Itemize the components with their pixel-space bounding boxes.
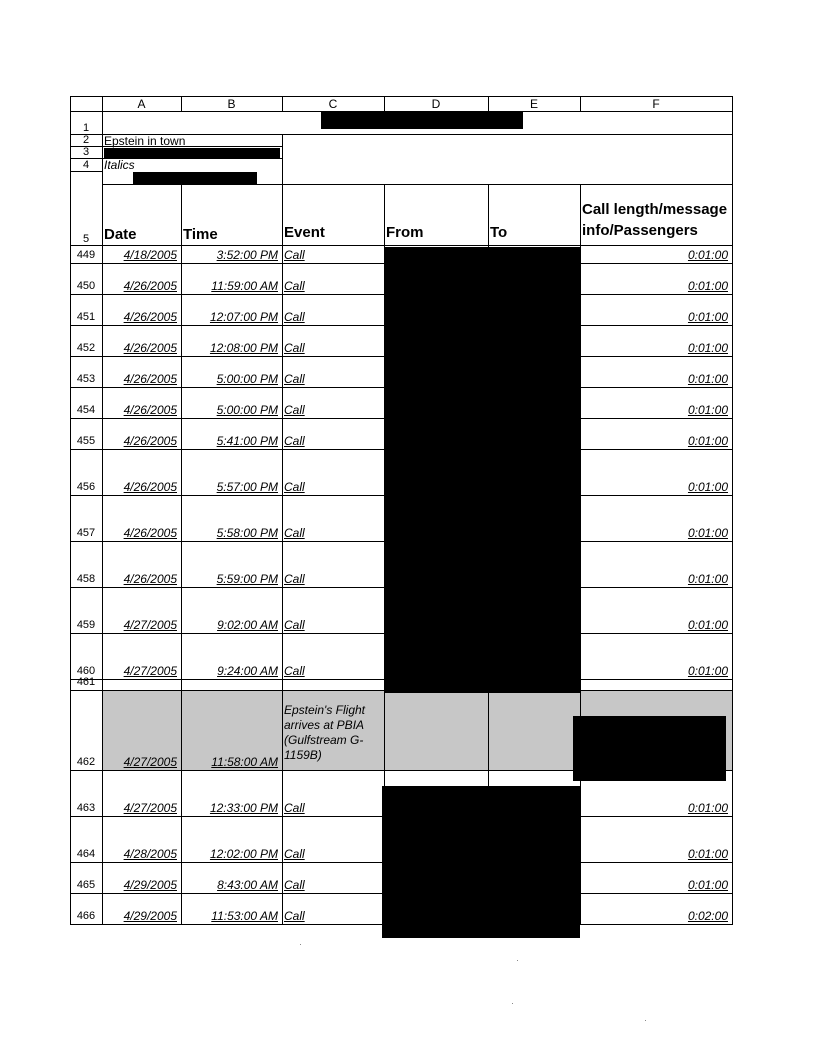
- row-number-line: [70, 816, 103, 817]
- cell-divider: [282, 633, 283, 680]
- col-header-divider: [282, 184, 283, 246]
- time-cell: 11:58:00 AM: [211, 755, 278, 769]
- header-call-length-line1: Call length/message: [582, 201, 728, 218]
- call-length-cell: 0:01:00: [687, 572, 728, 586]
- call-length-cell: 0:01:00: [687, 434, 728, 448]
- time-cell: 9:02:00 AM: [217, 618, 278, 632]
- time-cell: 5:00:00 PM: [216, 403, 278, 417]
- call-length-cell: 0:01:00: [687, 310, 728, 324]
- cell-divider: [282, 541, 283, 588]
- call-length-cell: 0:01:00: [687, 847, 728, 861]
- row-number: 456: [76, 481, 96, 493]
- col-header-divider: [580, 184, 581, 246]
- date-cell: 4/26/2005: [123, 434, 177, 448]
- row-number: 461: [76, 676, 96, 688]
- column-letter-b: B: [227, 97, 236, 111]
- legend-epstein-in-town: Epstein in town: [104, 134, 186, 148]
- header-date: Date: [104, 226, 137, 243]
- event-cell: Call: [284, 572, 305, 586]
- date-cell: 4/26/2005: [123, 279, 177, 293]
- date-cell: 4/26/2005: [123, 480, 177, 494]
- column-letter-a: A: [137, 97, 146, 111]
- scan-speck: [512, 1003, 513, 1004]
- header-to: To: [490, 224, 508, 241]
- column-header-divider: [181, 96, 182, 112]
- call-length-cell: 0:01:00: [687, 878, 728, 892]
- time-cell: 5:00:00 PM: [216, 372, 278, 386]
- time-cell: 12:33:00 PM: [209, 801, 278, 815]
- time-cell: 3:52:00 PM: [216, 248, 278, 262]
- row-number-line: [70, 387, 103, 388]
- event-cell: Call: [284, 248, 305, 262]
- row-number: 5: [82, 233, 90, 245]
- redaction-legend-row-3: [104, 148, 280, 158]
- time-cell: 5:41:00 PM: [216, 434, 278, 448]
- row-number: 466: [76, 910, 96, 922]
- call-length-cell: 0:01:00: [687, 526, 728, 540]
- grid-right-border: [732, 96, 733, 925]
- cell-divider: [282, 495, 283, 542]
- cell-divider: [282, 245, 283, 264]
- legend-italics: Italics: [104, 158, 135, 172]
- row-number: 2: [82, 134, 90, 146]
- redaction-passengers: [573, 716, 726, 781]
- grid-top-border: [70, 96, 733, 97]
- time-cell: 8:43:00 AM: [217, 878, 278, 892]
- event-cell: Call: [284, 526, 305, 540]
- date-cell: 4/26/2005: [123, 572, 177, 586]
- row-number-line: [70, 862, 103, 863]
- column-letter-c: C: [328, 97, 338, 111]
- row-number: 465: [76, 879, 96, 891]
- event-cell: Call: [284, 480, 305, 494]
- time-cell: 5:57:00 PM: [216, 480, 278, 494]
- redaction-legend-row-4: [133, 172, 257, 184]
- call-length-cell: 0:01:00: [687, 403, 728, 417]
- row-number: 450: [76, 280, 96, 292]
- flight-event-line: arrives at PBIA: [284, 718, 365, 732]
- grid-left-border: [70, 96, 71, 925]
- cell-divider: [282, 587, 283, 634]
- cell-divider: [282, 263, 283, 295]
- event-cell: Call: [284, 664, 305, 678]
- header-event: Event: [284, 224, 325, 241]
- column-letter-e: E: [529, 97, 538, 111]
- row-number: 457: [76, 527, 96, 539]
- row-number-line: [70, 770, 103, 771]
- row-number-divider: [102, 96, 103, 925]
- column-letter-f: F: [652, 97, 660, 111]
- cell-divider: [282, 418, 283, 450]
- column-header-divider: [580, 96, 581, 112]
- row-2-4-divider: [282, 134, 283, 185]
- event-cell: Call: [284, 341, 305, 355]
- scan-speck: [300, 944, 301, 945]
- event-cell: Call: [284, 372, 305, 386]
- row-4-bottom: [70, 171, 103, 172]
- cell-divider: [282, 294, 283, 326]
- row-number-line: [70, 449, 103, 450]
- cell-divider: [282, 690, 283, 771]
- col-header-row-bottom: [102, 245, 733, 246]
- row-number: 459: [76, 619, 96, 631]
- date-cell: 4/27/2005: [123, 618, 177, 632]
- header-time: Time: [183, 226, 218, 243]
- spreadsheet: [70, 96, 733, 940]
- time-cell: 5:58:00 PM: [216, 526, 278, 540]
- time-cell: 9:24:00 AM: [217, 664, 278, 678]
- scan-speck: [645, 1020, 646, 1021]
- time-cell: 12:02:00 PM: [209, 847, 278, 861]
- row-number: 454: [76, 404, 96, 416]
- call-length-cell: 0:01:00: [687, 279, 728, 293]
- call-length-cell: 0:01:00: [687, 801, 728, 815]
- date-cell: 4/26/2005: [123, 341, 177, 355]
- row-number-line: [70, 418, 103, 419]
- row-number-line: [70, 541, 103, 542]
- event-cell: Call: [284, 434, 305, 448]
- col-header-divider: [488, 184, 489, 246]
- call-length-cell: 0:01:00: [687, 248, 728, 262]
- col-header-divider: [384, 184, 385, 246]
- call-length-cell: 0:01:00: [687, 372, 728, 386]
- date-cell: 4/29/2005: [123, 878, 177, 892]
- row-number: 463: [76, 802, 96, 814]
- row-number-line: [70, 294, 103, 295]
- event-cell: Call: [284, 878, 305, 892]
- date-cell: 4/27/2005: [123, 801, 177, 815]
- column-header-divider: [488, 96, 489, 112]
- row-number: 1: [82, 122, 90, 134]
- date-cell: 4/26/2005: [123, 526, 177, 540]
- row-number: 462: [76, 756, 96, 768]
- event-cell: Call: [284, 618, 305, 632]
- row-number: 453: [76, 373, 96, 385]
- row-number: 458: [76, 573, 96, 585]
- header-block-bottom: [102, 184, 733, 185]
- cell-divider: [282, 770, 283, 817]
- time-cell: 11:59:00 AM: [211, 279, 278, 293]
- call-length-cell: 0:01:00: [687, 341, 728, 355]
- row-number: 452: [76, 342, 96, 354]
- time-cell: 5:59:00 PM: [216, 572, 278, 586]
- cell-divider: [282, 387, 283, 419]
- date-cell: 4/26/2005: [123, 403, 177, 417]
- row-number-line: [70, 633, 103, 634]
- row-number: 460: [76, 665, 96, 677]
- cell-divider: [282, 449, 283, 496]
- time-cell: 11:53:00 AM: [211, 909, 278, 923]
- date-cell: 4/26/2005: [123, 310, 177, 324]
- event-cell: Call: [284, 310, 305, 324]
- cell-divider: [282, 325, 283, 357]
- row-number: 464: [76, 848, 96, 860]
- event-cell: Call: [284, 801, 305, 815]
- date-cell: 4/27/2005: [123, 664, 177, 678]
- redaction-from-to-block-2: [382, 786, 580, 938]
- row-number-line: [70, 893, 103, 894]
- time-cell: 12:08:00 PM: [209, 341, 278, 355]
- time-cell: 12:07:00 PM: [209, 310, 278, 324]
- row-number-line: [70, 690, 103, 691]
- cell-divider: [282, 356, 283, 388]
- event-cell: Call: [284, 403, 305, 417]
- row-number: 451: [76, 311, 96, 323]
- cell-divider: [488, 690, 489, 771]
- scan-speck: [517, 960, 518, 961]
- call-length-cell: 0:01:00: [687, 618, 728, 632]
- row-number-line: [70, 245, 103, 246]
- header-call-length-line2: info/Passengers: [582, 222, 698, 239]
- event-cell: Call: [284, 909, 305, 923]
- date-cell: 4/26/2005: [123, 372, 177, 386]
- flight-event-line: 1159B): [284, 748, 322, 762]
- date-cell: 4/27/2005: [123, 755, 177, 769]
- row-number-line: [70, 263, 103, 264]
- cell-divider: [282, 816, 283, 863]
- date-cell: 4/18/2005: [123, 248, 177, 262]
- row-number: 449: [76, 249, 96, 261]
- row-number: 3: [82, 146, 90, 158]
- row-number-line: [70, 495, 103, 496]
- call-length-cell: 0:01:00: [687, 480, 728, 494]
- call-length-cell: 0:01:00: [687, 664, 728, 678]
- row-number: 455: [76, 435, 96, 447]
- column-header-divider: [384, 96, 385, 112]
- date-cell: 4/29/2005: [123, 909, 177, 923]
- date-cell: 4/28/2005: [123, 847, 177, 861]
- event-cell: Call: [284, 847, 305, 861]
- event-cell: Call: [284, 279, 305, 293]
- row-number-line: [70, 356, 103, 357]
- redaction-title: [321, 112, 523, 129]
- row-number-line: [70, 587, 103, 588]
- header-from: From: [386, 224, 424, 241]
- redaction-from-to-block-1: [384, 247, 581, 693]
- row-number-line: [70, 325, 103, 326]
- cell-divider: [384, 690, 385, 771]
- flight-event-line: (Gulfstream G-: [284, 733, 364, 747]
- column-letter-d: D: [431, 97, 441, 111]
- cell-divider: [282, 893, 283, 925]
- call-length-cell: 0:02:00: [687, 909, 728, 923]
- row-number: 4: [82, 159, 90, 171]
- cell-divider: [282, 862, 283, 894]
- column-header-divider: [282, 96, 283, 112]
- flight-event-line: Epstein's Flight: [284, 703, 365, 717]
